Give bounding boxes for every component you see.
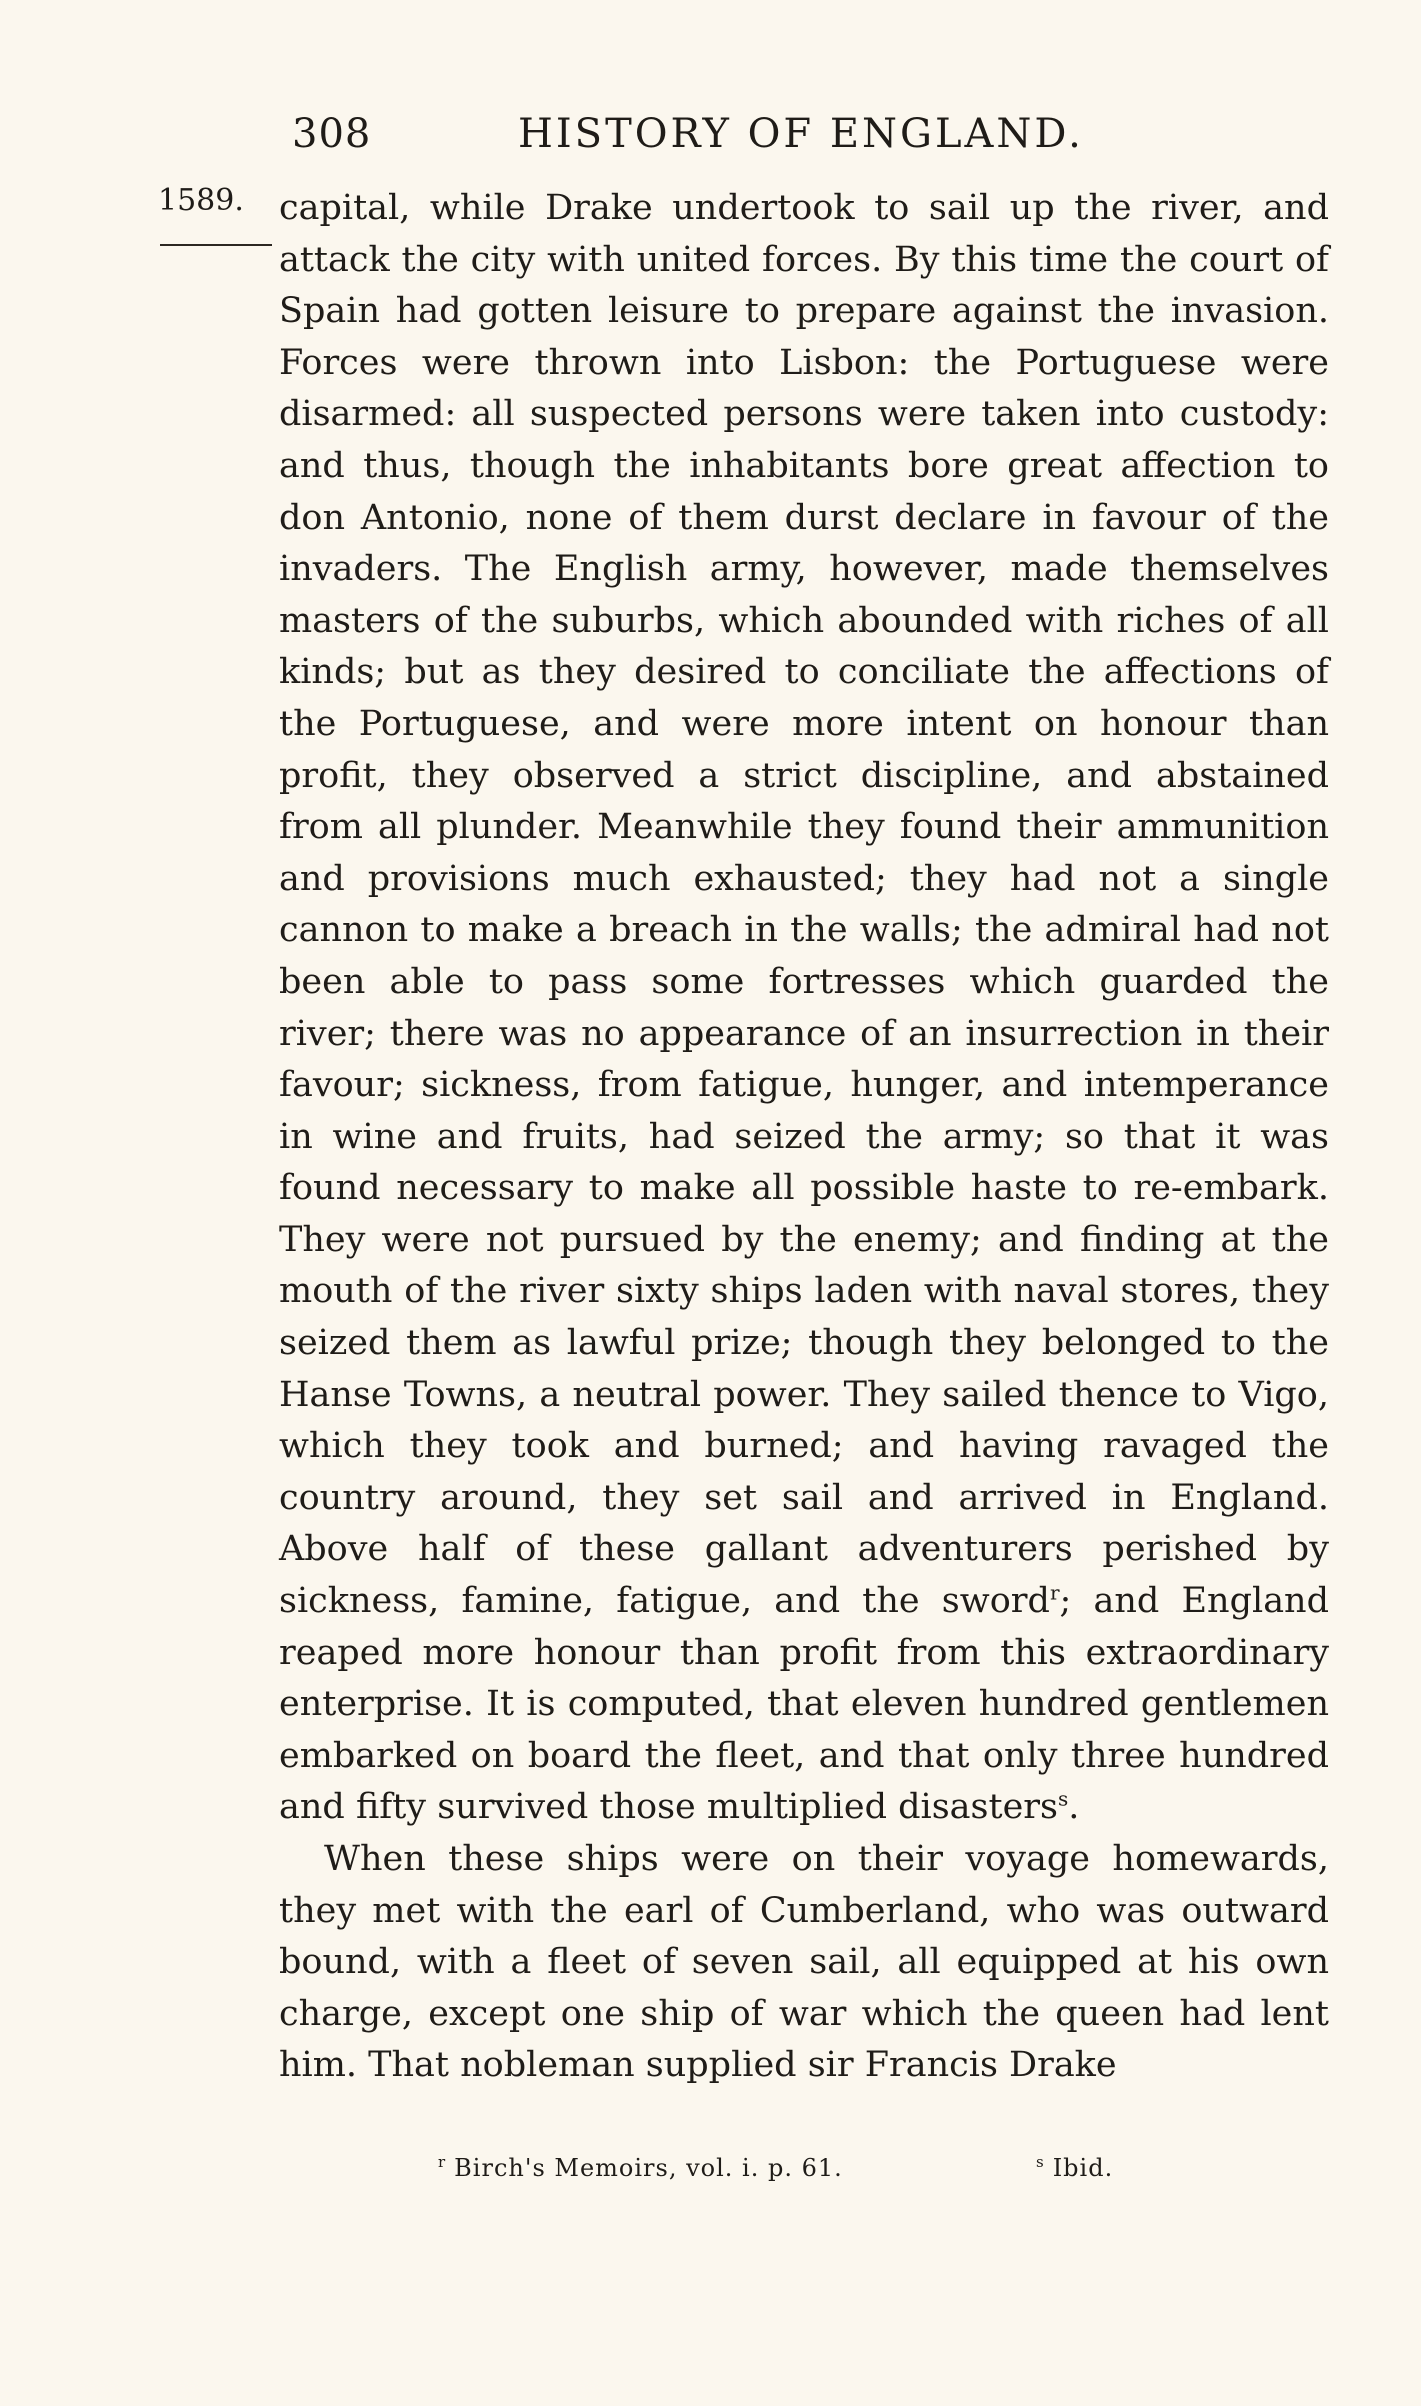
footnote-r-text: Birch's Memoirs, vol. i. p. 61. (454, 2154, 843, 2182)
footnote-s-text: Ibid. (1052, 2154, 1114, 2182)
margin-rule (160, 244, 272, 246)
footnotes (0, 2148, 1421, 2188)
running-head (0, 104, 1421, 164)
margin-year-note: 1589. (158, 183, 244, 218)
footnote-s-mark: s (1036, 2153, 1045, 2171)
footnote-r (438, 2148, 843, 2188)
footnote-r-mark: r (438, 2153, 447, 2171)
paragraph-1-text-b: ; and England reaped more honour than profit from this extraordinary enterprise. It is computed, that eleven hundred gentlemen embarked on board the fleet, and that only three hundred and fifty survived those multiplied disasters (279, 1581, 1330, 1828)
footnote-s (1036, 2148, 1113, 2188)
footnote-ref-r[interactable]: r (1049, 1580, 1060, 1605)
body-text (279, 183, 1329, 2092)
page-number: 308 (292, 111, 372, 157)
footnote-ref-s[interactable]: s (1057, 1786, 1069, 1811)
paragraph-2: When these ships were on their voyage homewards, they met with the earl of Cumberland, who was outward bound, with a fleet of seven sail, all equipped at his own charge, except one ship of war which the queen had lent him. That nobleman supplied sir Francis Drake (279, 1839, 1329, 2086)
paragraph-1-end: . (1068, 1787, 1080, 1828)
running-title: HISTORY OF ENGLAND. (518, 111, 1084, 157)
paragraph-1 (279, 183, 1329, 1834)
paragraph-1-text-a: capital, while Drake undertook to sail up the river, and attack the city with united forces. By this time the court of Spain had gotten leisure to prepare against the invasion. Forces were thrown into Lisbon: the Portuguese were disarmed: all suspected persons were taken into custody: and thus, though the inhabitants bore great affection to don Antonio, none of them durst declare in favour of the invaders. The English army, however, made themselves masters of the suburbs, which abounded with riches of all kinds; but as they desired to conciliate the affections of the Portuguese, and were more intent on honour than profit, they observed a strict discipline, and abstained from all plunder. Meanwhile they found their ammunition and provisions much exhausted; they had not a single cannon to make a breach in the walls; the admiral had not been able to pass some fortresses which guarded the river; there was no appearance of an insurrection in their favour; sickness, from fatigue, hunger, and intemperance in wine and fruits, had seized the army; so that it was found necessary to make all possible haste to re-embark. They were not pursued by the enemy; and finding at the mouth of the river sixty ships laden with naval stores, they seized them as lawful prize; though they belonged to the Hanse Towns, a neutral power. They sailed thence to Vigo, which they took and burned; and having ravaged the country around, they set sail and arrived in England. Above half of these gallant adventurers perished by sickness, famine, fatigue, and the sword (279, 188, 1329, 1622)
